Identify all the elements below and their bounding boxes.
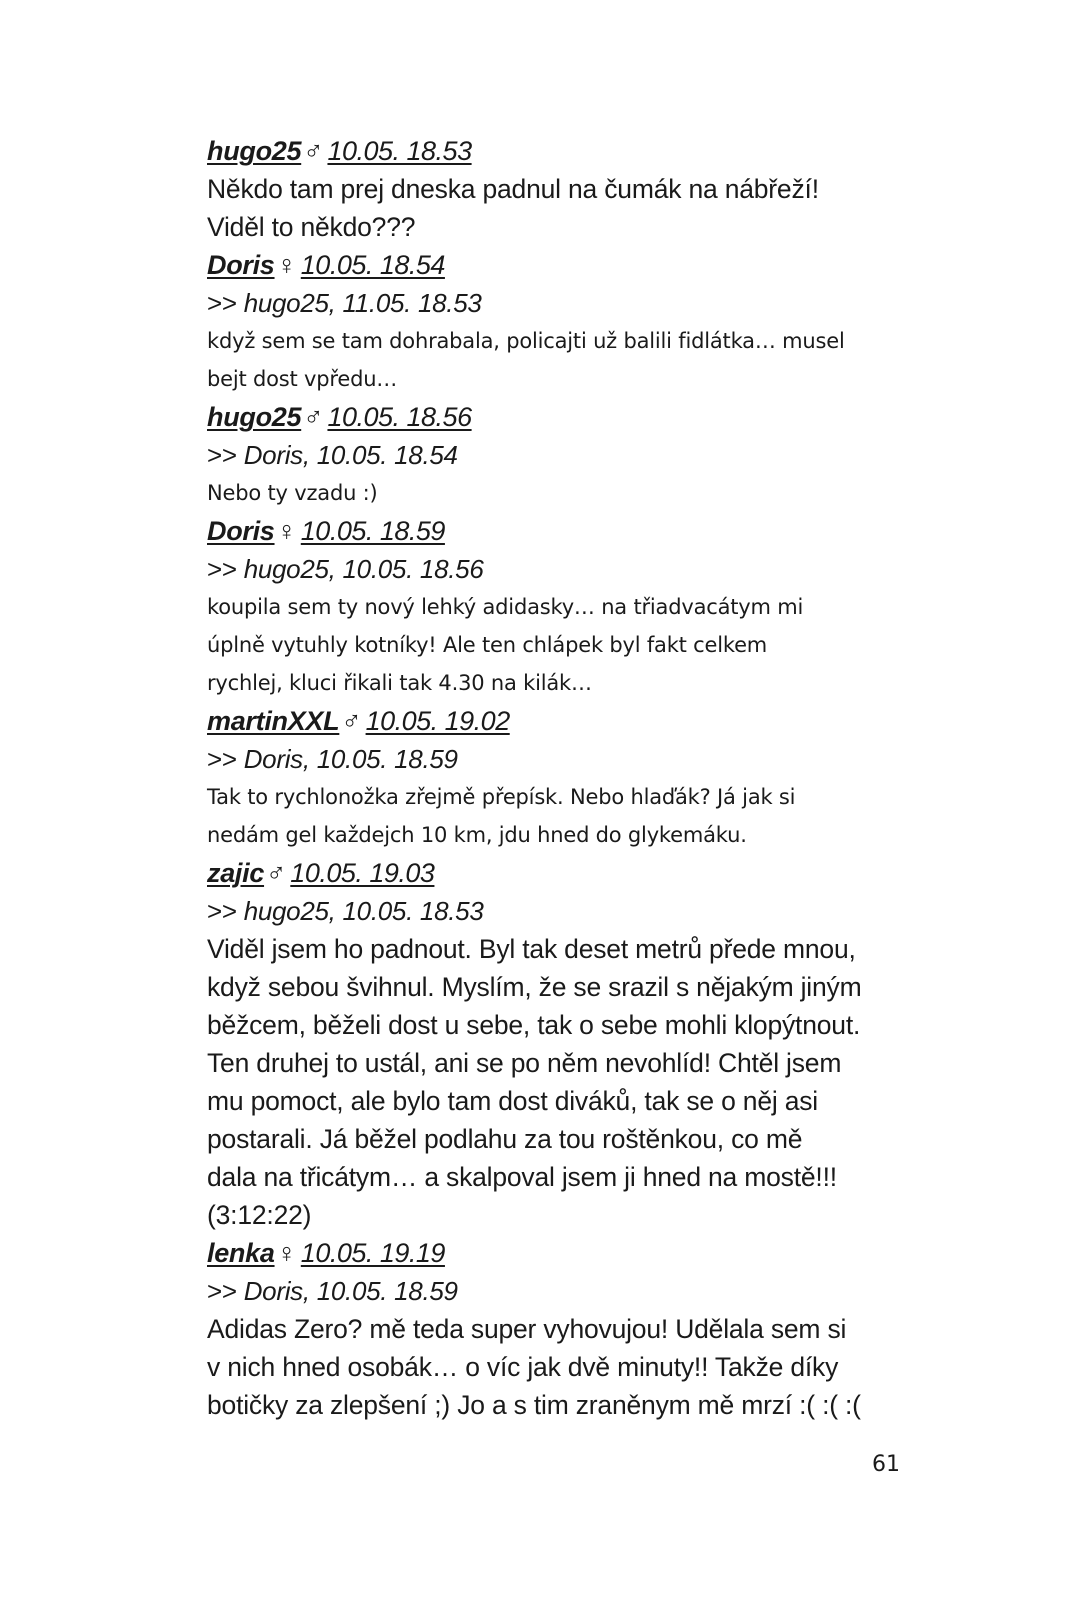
reply-arrows: >> xyxy=(207,1276,244,1306)
post-body-line: v nich hned osobák… o víc jak dvě minuty!! Takže díky xyxy=(207,1352,839,1382)
reply-target: hugo25, 10.05. 18.53 xyxy=(243,896,484,926)
post-reply-reference xyxy=(207,892,927,930)
post-timestamp: 10.05. 19.02 xyxy=(365,706,510,736)
post-body-line: botičky za zlepšení ;) Jo a s tim zraněnym mě mrzí :( :( :( xyxy=(207,1390,861,1420)
male-symbol-icon: ♂ xyxy=(303,136,324,166)
female-symbol-icon: ♀ xyxy=(276,516,297,546)
post-reply-reference xyxy=(207,740,927,778)
post-timestamp: 10.05. 19.03 xyxy=(290,858,435,888)
post-author: Doris xyxy=(207,516,275,546)
post-reply-reference xyxy=(207,284,927,322)
post-author: zajic xyxy=(207,858,265,888)
post-body-line: když sebou švihnul. Myslím, že se srazil s nějakým jiným xyxy=(207,972,862,1002)
post-body-line: Ten druhej to ustál, ani se po něm nevohlíd! Chtěl jsem xyxy=(207,1048,842,1078)
post-body-line: Nebo ty vzadu :) xyxy=(207,481,378,505)
reply-target: Doris, 10.05. 18.59 xyxy=(243,1276,458,1306)
post-header xyxy=(207,512,927,550)
post-body-line: postarali. Já běžel podlahu za tou roštěnkou, co mě xyxy=(207,1124,803,1154)
post-header xyxy=(207,246,927,284)
post-header xyxy=(207,1234,927,1272)
post-body-line: Viděl to někdo??? xyxy=(207,212,416,242)
reply-arrows: >> xyxy=(207,288,244,318)
post-body-line: Někdo tam prej dneska padnul na čumák na nábřeží! xyxy=(207,174,819,204)
post-body-line: běžcem, běželi dost u sebe, tak o sebe mohli klopýtnout. xyxy=(207,1010,861,1040)
female-symbol-icon: ♀ xyxy=(276,250,297,280)
post-header xyxy=(207,854,927,892)
forum-post xyxy=(207,512,927,702)
forum-post xyxy=(207,702,927,854)
post-header xyxy=(207,132,927,170)
reply-target: hugo25, 10.05. 18.56 xyxy=(243,554,484,584)
post-timestamp: 10.05. 18.53 xyxy=(327,136,472,166)
post-timestamp: 10.05. 18.56 xyxy=(327,402,472,432)
post-body-line: koupila sem ty nový lehký adidasky… na třiadvacátym mi xyxy=(207,595,804,619)
post-author: Doris xyxy=(207,250,275,280)
post-author: martinXXL xyxy=(207,706,340,736)
post-body-line: bejt dost vpředu… xyxy=(207,367,398,391)
post-author: hugo25 xyxy=(207,136,302,166)
male-symbol-icon: ♂ xyxy=(341,706,362,736)
post-reply-reference xyxy=(207,1272,927,1310)
post-reply-reference xyxy=(207,550,927,588)
reply-arrows: >> xyxy=(207,554,244,584)
male-symbol-icon: ♂ xyxy=(266,858,287,888)
reply-arrows: >> xyxy=(207,896,244,926)
post-body-line: (3:12:22) xyxy=(207,1200,312,1230)
forum-post xyxy=(207,1234,927,1424)
reply-target: hugo25, 11.05. 18.53 xyxy=(243,288,482,318)
post-body-line: Tak to rychlonožka zřejmě přepísk. Nebo hlaďák? Já jak si xyxy=(207,785,796,809)
post-author: hugo25 xyxy=(207,402,302,432)
post-body-line: úplně vytuhly kotníky! Ale ten chlápek byl fakt celkem xyxy=(207,633,768,657)
post-body-line: rychlej, kluci řikali tak 4.30 na kilák… xyxy=(207,671,592,695)
post-header xyxy=(207,398,927,436)
male-symbol-icon: ♂ xyxy=(303,402,324,432)
post-timestamp: 10.05. 18.54 xyxy=(300,250,445,280)
page-number: 61 xyxy=(872,1452,900,1477)
reply-target: Doris, 10.05. 18.54 xyxy=(243,440,458,470)
forum-post xyxy=(207,854,927,1234)
post-body-line: dala na třicátym… a skalpoval jsem ji hned na mostě!!! xyxy=(207,1162,837,1192)
forum-post xyxy=(207,132,927,246)
post-body-line: Viděl jsem ho padnout. Byl tak deset metrů přede mnou, xyxy=(207,934,856,964)
female-symbol-icon: ♀ xyxy=(276,1238,297,1268)
reply-arrows: >> xyxy=(207,440,244,470)
forum-post xyxy=(207,246,927,398)
post-timestamp: 10.05. 19.19 xyxy=(300,1238,445,1268)
post-timestamp: 10.05. 18.59 xyxy=(300,516,445,546)
forum-post xyxy=(207,398,927,512)
post-header xyxy=(207,702,927,740)
post-reply-reference xyxy=(207,436,927,474)
reply-arrows: >> xyxy=(207,744,244,774)
forum-thread xyxy=(207,132,927,1424)
reply-target: Doris, 10.05. 18.59 xyxy=(243,744,458,774)
post-author: lenka xyxy=(207,1238,275,1268)
post-body-line: nedám gel každejch 10 km, jdu hned do glykemáku. xyxy=(207,823,747,847)
post-body-line: mu pomoct, ale bylo tam dost diváků, tak se o něj asi xyxy=(207,1086,818,1116)
post-body-line: když sem se tam dohrabala, policajti už balili fidlátka… musel xyxy=(207,329,845,353)
post-body-line: Adidas Zero? mě teda super vyhovujou! Udělala sem si xyxy=(207,1314,847,1344)
